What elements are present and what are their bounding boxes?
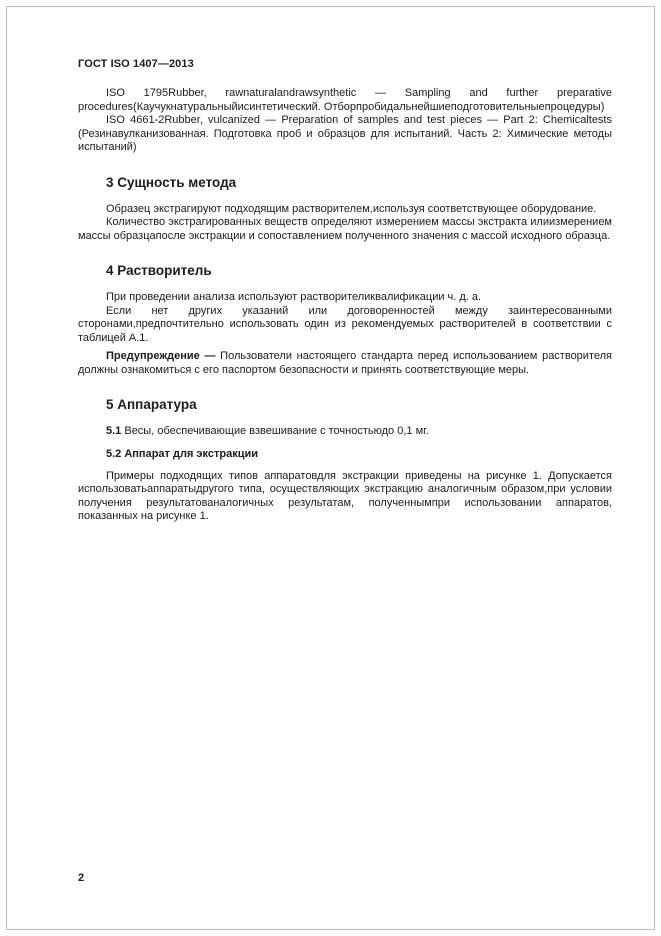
document-page	[78, 58, 612, 524]
clause-5-1-text: Весы, обеспечивающие взвешивание с точностьюдо 0,1 мг.	[121, 425, 429, 437]
clause-5-1-number: 5.1	[106, 425, 122, 437]
clause-5-2-paragraph: Примеры подходящих типов аппаратовдля экстракции приведены на рисунке 1. Допускается использоватьаппаратыдругого типа, осуществляющих экстракцию аналогичным образом,при условии получения результатованалогичных результатам, полученнымпри использовании аппаратов, показанных на рисунке 1.	[78, 469, 612, 522]
warning-label: Предупреждение —	[106, 350, 216, 362]
section-5-heading: 5 Аппаратура	[106, 397, 197, 412]
warning-text: Пользователи настоящего стандарта перед использованием растворителя должны ознакомиться с его паспортом безопасности и принять соответствующие меры.	[78, 350, 612, 376]
section-4-heading: 4 Растворитель	[106, 263, 212, 278]
section-3-paragraph-1: Образец экстрагируют подходящим растворителем,используя соответствующее оборудование.	[106, 202, 597, 215]
reference-iso-1795: ISO 1795Rubber, rawnaturalandrawsynthetic — Sampling and further preparative procedures(Каучукнатуральныйисинтетический. Отборпробидальнейшиеподготовительныепроцедуры)	[78, 87, 612, 113]
document-title: ГОСТ ISO 1407—2013	[78, 58, 194, 70]
section-4-warning	[78, 350, 612, 377]
reference-iso-4661: ISO 4661-2Rubber, vulcanized — Preparation of samples and test pieces — Part 2: Chemicaltests (Резинавулканизованная. Подготовка проб и образцов для испытаний. Часть 2: Химические методы испытаний)	[78, 114, 612, 153]
section-3-heading: 3 Сущность метода	[106, 174, 237, 190]
section-4-paragraph-2: Если нет других указаний или договоренностей между заинтересованными сторонами,предпочтительно использовать один из рекомендуемых растворителей в соответствии с таблицей А.1.	[78, 304, 612, 344]
section-4-paragraph-1: При проведении анализа используют растворителиквалификации ч. д. а.	[106, 291, 482, 303]
clause-5-1	[78, 425, 612, 439]
page-number: 2	[78, 872, 85, 884]
section-3-paragraph-2: Количество экстрагированных веществ определяют измерением массы экстракта илиизмерением массы образцапосле экстракции и сопоставлением полученного значения с массой исходного образца.	[78, 216, 612, 242]
clause-5-2-heading: 5.2 Аппарат для экстракции	[106, 447, 258, 460]
